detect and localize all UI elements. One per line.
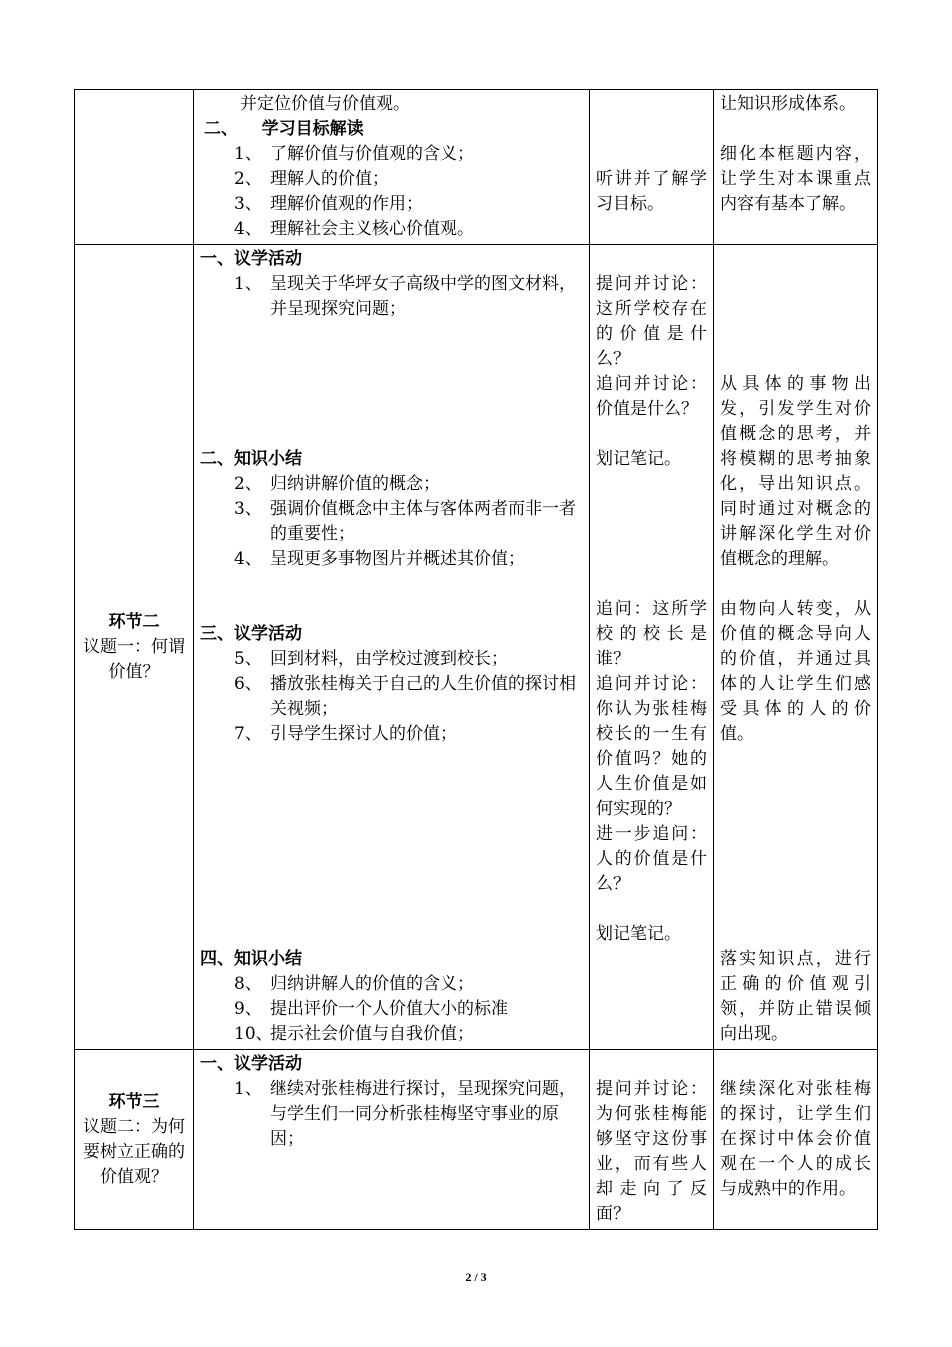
student-activity-cell	[590, 245, 714, 1050]
student-activity-text: 追问并讨论：你认为张桂梅校长的一生有价值吗？她的人生价值是如何实现的？	[596, 674, 707, 819]
stage-title: 环节三	[108, 1091, 160, 1112]
stage-title: 环节二	[108, 611, 160, 632]
stage-topic: 议题二：为何要树立正确的价值观？	[83, 1116, 185, 1187]
list-item: 10、 提示社会价值与自我价值；	[234, 1024, 474, 1044]
list-item: 9、 提出评价一个人价值大小的标准	[234, 999, 508, 1019]
list-item: 4、 呈现更多事物图片并概述其价值；	[234, 549, 525, 569]
student-activity-cell	[590, 1050, 714, 1230]
section-heading: 一、议学活动	[200, 249, 302, 269]
design-intent-cell	[714, 245, 878, 1050]
student-activity-text: 提问并讨论：为何张桂梅能够坚守这份事业，而有些人却走向了反面？	[596, 1079, 707, 1224]
design-intent-cell	[714, 1050, 878, 1230]
design-intent-text: 落实知识点，进行正确的价值观引领，并防止错误倾向出现。	[720, 949, 871, 1044]
lesson-plan-table	[74, 89, 878, 1230]
section-heading: 一、议学活动	[200, 1054, 302, 1074]
section-heading: 二、知识小结	[200, 449, 302, 469]
student-activity-text: 提问并讨论：这所学校存在的价值是什么？	[596, 274, 707, 369]
design-intent-text: 细化本框题内容，让学生对本课重点内容有基本了解。	[720, 144, 871, 214]
student-activity-text: 进一步追问：人的价值是什么？	[596, 824, 707, 894]
list-item: 1、 继续对张桂梅进行探讨，呈现探究问题，与学生们一同分析张桂梅坚守事业的原因；	[234, 1079, 576, 1149]
design-intent-text: 由物向人转变，从价值的概念导向人的价值，并通过具体的人让学生们感受具体的人的价值。	[720, 599, 871, 744]
stage-topic: 议题一：何谓价值？	[83, 636, 185, 682]
list-item: 7、 引导学生探讨人的价值；	[234, 724, 457, 744]
stage-cell	[75, 1050, 194, 1230]
student-activity-text: 听讲并了解学习目标。	[596, 169, 707, 214]
list-item: 3、 强调价值概念中主体与客体两者而非一者的重要性；	[234, 499, 576, 544]
list-item: 4、 理解社会主义核心价值观。	[234, 219, 474, 239]
list-item: 8、 归纳讲解人的价值的含义；	[234, 974, 474, 994]
list-item: 2、 归纳讲解价值的概念；	[234, 474, 440, 494]
student-activity-text: 追问并讨论：价值是什么？	[596, 374, 707, 419]
page-number: 2 / 3	[465, 1270, 487, 1284]
design-intent-text: 继续深化对张桂梅的探讨，让学生们在探讨中体会价值观在一个人的成长与成熟中的作用。	[720, 1079, 871, 1199]
section-heading: 二、 学习目标解读	[204, 119, 364, 139]
table-row	[75, 90, 878, 245]
design-intent-text: 从具体的事物出发，引发学生对价值概念的思考，并将模糊的思考抽象化，导出知识点。同时通过对概念的讲解深化学生对价值概念的理解。	[720, 374, 871, 569]
text-line: 并定位价值与价值观。	[240, 94, 410, 114]
list-item: 2、 理解人的价值；	[234, 169, 389, 189]
student-activity-text: 划记笔记。	[596, 449, 681, 469]
design-intent-cell	[714, 90, 878, 245]
design-intent-text: 让知识形成体系。	[720, 94, 856, 114]
list-item: 6、 播放张桂梅关于自己的人生价值的探讨相关视频；	[234, 674, 576, 719]
student-activity-text: 追问：这所学校的校长是谁？	[596, 599, 707, 669]
list-item: 3、 理解价值观的作用；	[234, 194, 423, 214]
list-item: 5、 回到材料，由学校过渡到校长；	[234, 649, 508, 669]
table-row	[75, 1050, 878, 1230]
table-row	[75, 245, 878, 1050]
activity-cell	[194, 245, 590, 1050]
activity-cell	[194, 90, 590, 245]
section-heading: 三、议学活动	[200, 624, 302, 644]
student-activity-cell	[590, 90, 714, 245]
student-activity-text: 划记笔记。	[596, 924, 681, 944]
list-item: 1、 了解价值与价值观的含义；	[234, 144, 474, 164]
stage-cell	[75, 90, 194, 245]
section-heading: 四、知识小结	[200, 949, 302, 969]
activity-cell	[194, 1050, 590, 1230]
stage-cell	[75, 245, 194, 1050]
list-item: 1、 呈现关于华坪女子高级中学的图文材料，并呈现探究问题；	[234, 274, 576, 319]
